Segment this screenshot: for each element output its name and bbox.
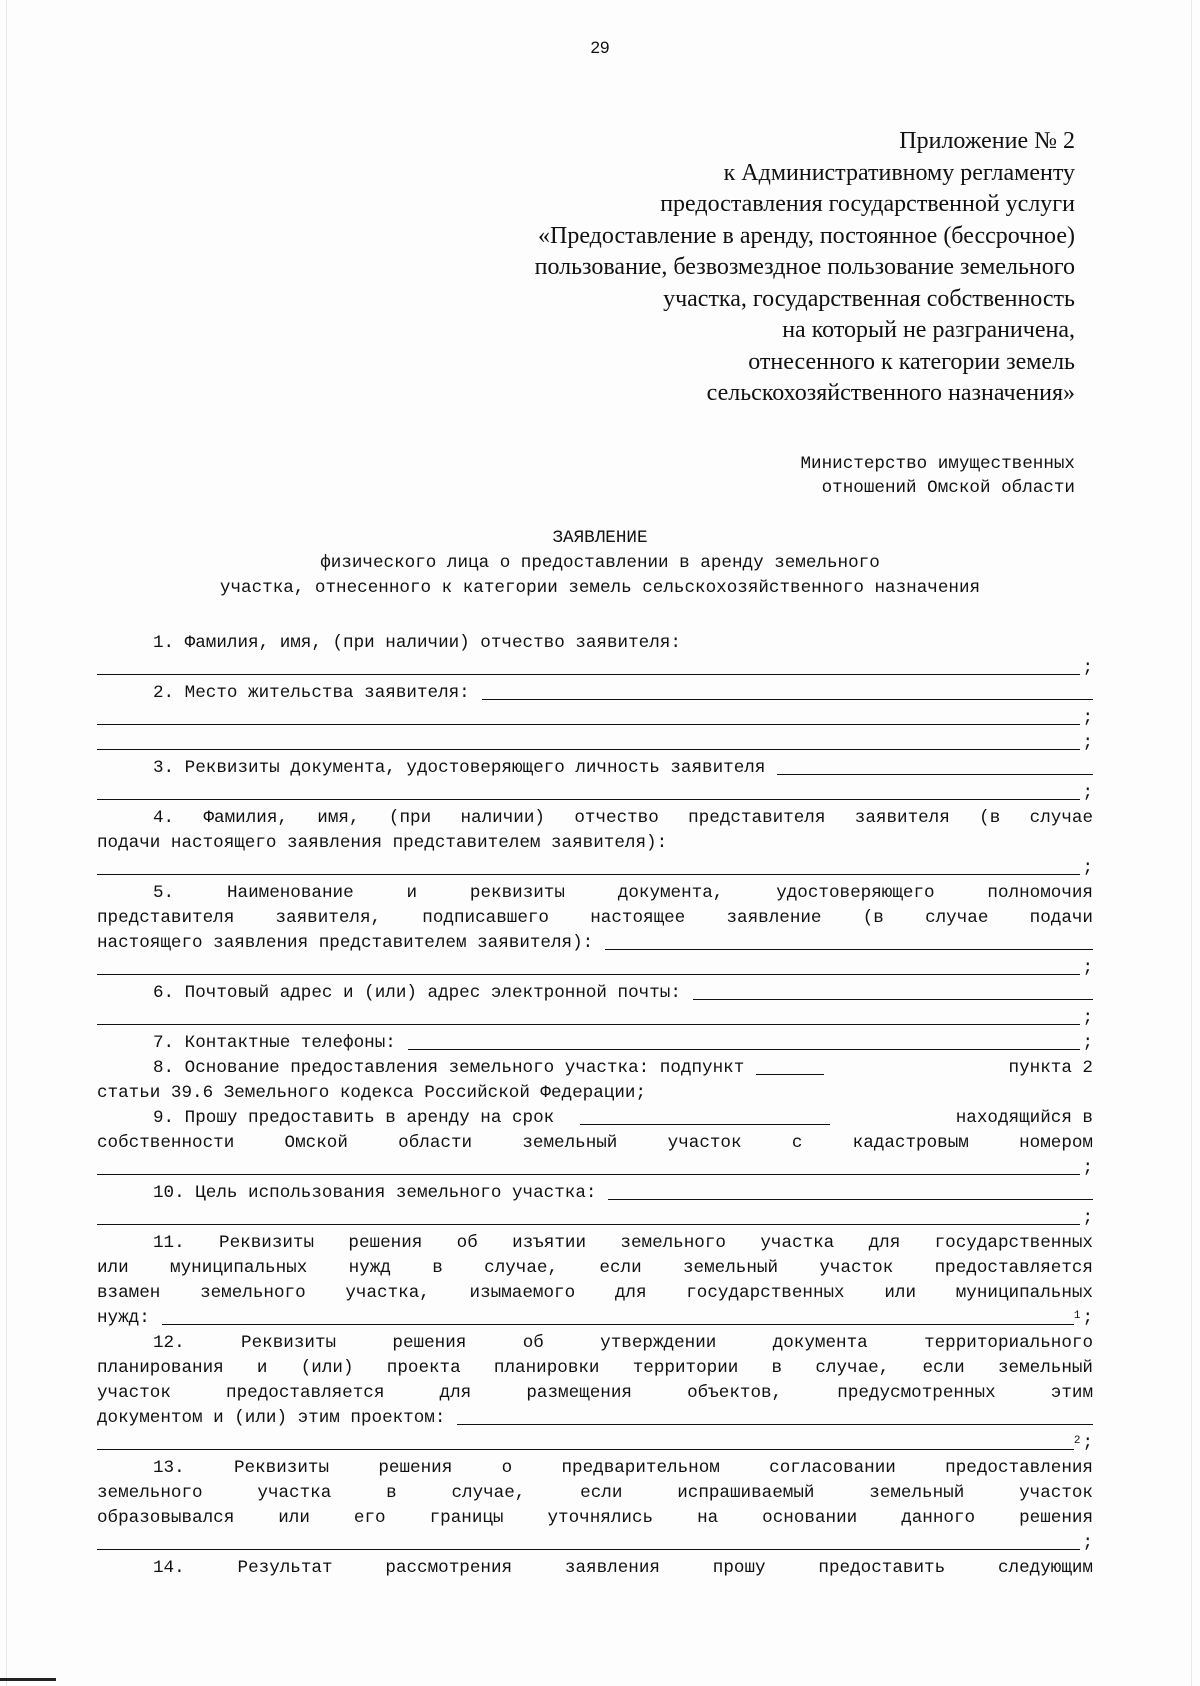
item-11-line-4: нужд: 1 ; xyxy=(97,1306,1093,1331)
title-heading: ЗАЯВЛЕНИЕ xyxy=(552,528,648,548)
authority-document-field[interactable] xyxy=(605,949,1093,950)
item-12-line-1: 12. Реквизиты решения об утверждении документа территориального xyxy=(153,1333,1093,1353)
residence-field-line-2[interactable] xyxy=(97,724,1080,725)
residence-field-line-3[interactable] xyxy=(97,749,1080,750)
title-line: участка, отнесенного к категории земель сельскохозяйственного назначения xyxy=(219,578,981,598)
footnote-ref: 2 xyxy=(1073,1435,1081,1447)
item-4-line-1: 4. Фамилия, имя, (при наличии) отчество представителя заявителя (в случае xyxy=(153,808,1093,828)
postal-email-field-line-2[interactable] xyxy=(97,1024,1080,1025)
appendix-line: к Административному регламенту xyxy=(723,159,1075,186)
item-9-line-2: собственности Омской области земельный участок с кадастровым номером xyxy=(97,1133,1093,1153)
representative-name-field[interactable] xyxy=(97,874,1080,875)
item-2-field-row: ; xyxy=(97,731,1093,756)
phone-field[interactable] xyxy=(408,1049,1081,1050)
item-5-line-1: 5. Наименование и реквизиты документа, удостоверяющего полномочия xyxy=(153,883,1093,903)
addressee-line: Министерство имущественных xyxy=(800,454,1075,474)
appendix-line: участка, государственная собственность xyxy=(663,285,1075,312)
lease-term-field[interactable] xyxy=(580,1124,830,1125)
item-6-row: 6. Почтовый адрес и (или) адрес электронной почты: xyxy=(97,981,1093,1006)
document-title xyxy=(100,526,1100,601)
item-13-line-3: образовывался или его границы уточнялись на основании данного решения xyxy=(97,1508,1093,1528)
item-4-line-2: подачи настоящего заявления представителем заявителя): xyxy=(97,833,668,853)
preliminary-approval-field[interactable] xyxy=(97,1549,1080,1550)
planning-document-field[interactable] xyxy=(457,1424,1093,1425)
item-14-line-1: 14. Результат рассмотрения заявления прошу предоставить следующим xyxy=(153,1558,1093,1578)
item-2-row: 2. Место жительства заявителя: xyxy=(97,681,1093,706)
item-4-field-row: ; xyxy=(97,856,1093,881)
item-5-field-row: ; xyxy=(97,956,1093,981)
appendix-line: предоставления государственной услуги xyxy=(660,191,1075,217)
item-2-field-row: ; xyxy=(97,706,1093,731)
footnote-ref: 1 xyxy=(1073,1310,1081,1322)
authority-document-field-line-2[interactable] xyxy=(97,974,1080,975)
item-5-line-2: представителя заявителя, подписавшего настоящее заявление (в случае подачи xyxy=(97,908,1093,928)
item-13-field-row: ; xyxy=(97,1531,1093,1556)
item-6-field-row: ; xyxy=(97,1006,1093,1031)
item-5-line-3: настоящего заявления представителем заявителя): xyxy=(97,931,1093,956)
addressee xyxy=(800,452,1075,500)
appendix-line: «Предоставление в аренду, постоянное (бессрочное) xyxy=(538,222,1075,249)
page-number: 29 xyxy=(590,38,610,57)
item-11-line-1: 11. Реквизиты решения об изъятии земельного участка для государственных xyxy=(153,1233,1093,1253)
appendix-line: Приложение № 2 xyxy=(899,128,1075,154)
withdrawal-decision-field[interactable] xyxy=(162,1324,1074,1325)
land-use-purpose-field[interactable] xyxy=(608,1199,1093,1200)
appendix-header xyxy=(535,126,1075,410)
appendix-line: отнесенного к категории земель xyxy=(748,348,1075,375)
item-10-row: 10. Цель использования земельного участка: xyxy=(97,1181,1093,1206)
item-9-line-1: 9. Прошу предоставить в аренду на срок находящийся в xyxy=(153,1108,1093,1128)
item-12-field-row: 2 ; xyxy=(97,1431,1093,1456)
item-13-line-2: земельного участка в случае, если испрашиваемый земельный участок xyxy=(97,1483,1093,1503)
planning-document-field-line-2[interactable] xyxy=(97,1449,1074,1450)
land-use-purpose-field-line-2[interactable] xyxy=(97,1224,1080,1225)
scan-edge-right xyxy=(1191,0,1192,1686)
item-1-field-row: ; xyxy=(97,656,1093,681)
appendix-line: пользование, безвозмездное пользование земельного xyxy=(534,254,1075,280)
item-11-line-2: или муниципальных нужд в случае, если земельный участок предоставляется xyxy=(97,1258,1093,1278)
item-7-row: 7. Контактные телефоны: ; xyxy=(153,1033,1093,1053)
item-3-field-row: ; xyxy=(97,781,1093,806)
item-12-line-2: планирования и (или) проекта планировки территории в случае, если земельный xyxy=(97,1358,1093,1378)
applicant-name-field[interactable] xyxy=(97,674,1080,675)
appendix-line: сельскохозяйственного назначения» xyxy=(706,380,1075,406)
appendix-line: на который не разграничена, xyxy=(782,317,1075,343)
residence-field[interactable] xyxy=(482,699,1093,700)
item-3-row: 3. Реквизиты документа, удостоверяющего личность заявителя xyxy=(97,756,1093,781)
postal-email-field[interactable] xyxy=(693,999,1093,1000)
subclause-field[interactable] xyxy=(756,1074,824,1075)
item-9-field-row: ; xyxy=(97,1156,1093,1181)
identity-document-field[interactable] xyxy=(777,774,1093,775)
scan-edge-left xyxy=(6,0,7,1686)
item-13-line-1: 13. Реквизиты решения о предварительном согласовании предоставления xyxy=(153,1458,1093,1478)
item-1-label: 1. Фамилия, имя, (при наличии) отчество заявителя: xyxy=(153,633,681,653)
item-10-field-row: ; xyxy=(97,1206,1093,1231)
cadastral-number-field[interactable] xyxy=(97,1174,1080,1175)
item-11-line-3: взамен земельного участка, изымаемого для государственных или муниципальных xyxy=(97,1283,1093,1303)
title-line: физического лица о предоставлении в аренду земельного xyxy=(320,553,880,573)
addressee-line: отношений Омской области xyxy=(821,478,1075,498)
item-8-line-2: статьи 39.6 Земельного кодекса Российской Федерации; xyxy=(97,1083,647,1103)
item-12-line-4: документом и (или) этим проектом: xyxy=(97,1406,1093,1431)
item-8-line-1: 8. Основание предоставления земельного участка: подпункт пункта 2 xyxy=(153,1058,1093,1078)
item-12-line-3: участок предоставляется для размещения объектов, предусмотренных этим xyxy=(97,1383,1093,1403)
identity-document-field-line-2[interactable] xyxy=(97,799,1080,800)
scan-mark xyxy=(0,1678,56,1681)
